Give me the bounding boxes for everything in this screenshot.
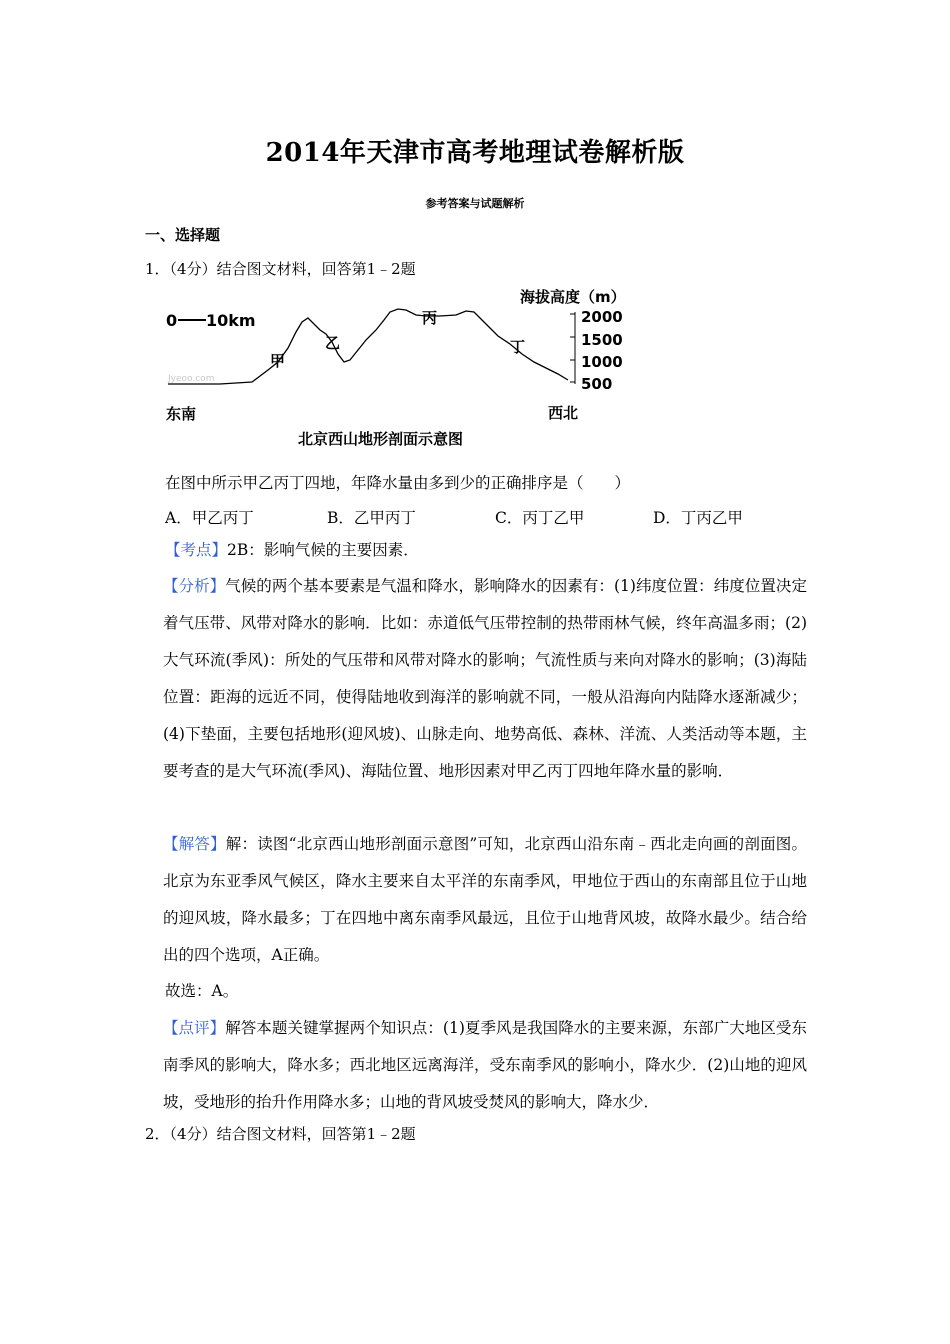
ytick-1500: 1500 [581,331,623,349]
answer-line: 故选：A。 [165,982,239,1000]
dianping-text: 解答本题关键掌握两个知识点：(1)夏季风是我国降水的主要来源，东部广大地区受东南季风的影响大，降水多；西北地区远离海洋，受东南季风的影响小，降水少．(2)山地的迎风坡，受地形的抬升作用降水多；山地的背风坡受焚风的影响大，降水少． [163,1019,807,1111]
option-c[interactable]: C．丙丁乙甲 [495,509,585,527]
question-1-header: 1．（4分）结合图文材料，回答第1﹣2题 [145,260,416,278]
place-bing: 丙 [422,309,438,327]
ytick-2000: 2000 [581,308,623,326]
scale-unit-label: 10km [206,311,256,330]
question-2-header: 2．（4分）结合图文材料，回答第1﹣2题 [145,1125,416,1143]
jieda-tag: 【解答】 [163,835,226,853]
place-ding: 丁 [510,338,526,356]
fenxi-tag: 【分析】 [163,577,226,595]
page-title: 2014年天津市高考地理试卷解析版 [265,138,685,168]
fenxi-block [163,568,807,790]
question-1-stem: 在图中所示甲乙丙丁四地，年降水量由多到少的正确排序是（ ） [165,474,631,492]
ytick-500: 500 [581,375,613,393]
ytick-1000: 1000 [581,353,623,371]
watermark: Jyeoo.com [168,374,215,384]
jieda-text: 解：读图“北京西山地形剖面示意图”可知，北京西山沿东南﹣西北走向画的剖面图。北京为东亚季风气候区，降水主要来自太平洋的东南季风，甲地位于西山的东南部且位于山地的迎风坡，降水最多；丁在四地中离东南季风最远，且位于山地背风坡，故降水最少。结合给出的四个选项，A正确。 [163,835,807,964]
place-jia: 甲 [270,352,286,370]
yaxis-title: 海拔高度（m） [520,288,626,306]
scale-start-label: 0 [166,311,178,330]
option-d[interactable]: D．丁丙乙甲 [653,509,743,527]
dianping-block [163,1010,807,1121]
option-a[interactable]: A．甲乙丙丁 [165,509,254,527]
figure-caption: 北京西山地形剖面示意图 [298,430,464,448]
option-b[interactable]: B．乙甲丙丁 [327,509,416,527]
jieda-block [163,826,807,974]
kaodian-tag: 【考点】 [165,541,228,559]
place-yi: 乙 [325,334,341,352]
page-subtitle: 参考答案与试题解析 [425,197,525,210]
kaodian-text: 2B：影响气候的主要因素． [227,541,419,559]
dianping-tag: 【点评】 [163,1019,226,1037]
direction-southeast: 东南 [166,405,197,423]
direction-northwest: 西北 [548,404,579,422]
section-heading: 一、选择题 [145,226,221,244]
terrain-profile-figure [160,282,630,452]
fenxi-text: 气候的两个基本要素是气温和降水，影响降水的因素有：(1)纬度位置：纬度位置决定着气压带、风带对降水的影响．比如：赤道低气压带控制的热带雨林气候，终年高温多雨；(2)大气环流(季风)：所处的气压带和风带对降水的影响；气流性质与来向对降水的影响；(3)海陆位置：距海的远近不同，使得陆地收到海洋的影响就不同，一般从沿海向内陆降水逐渐减少；(4)下垫面，主要包括地形(迎风坡)、山脉走向、地势高低、森林、洋流、人类活动等本题，主要考查的是大气环流(季风)、海陆位置、地形因素对甲乙丙丁四地年降水量的影响． [163,577,807,780]
kaodian-block [165,532,807,569]
